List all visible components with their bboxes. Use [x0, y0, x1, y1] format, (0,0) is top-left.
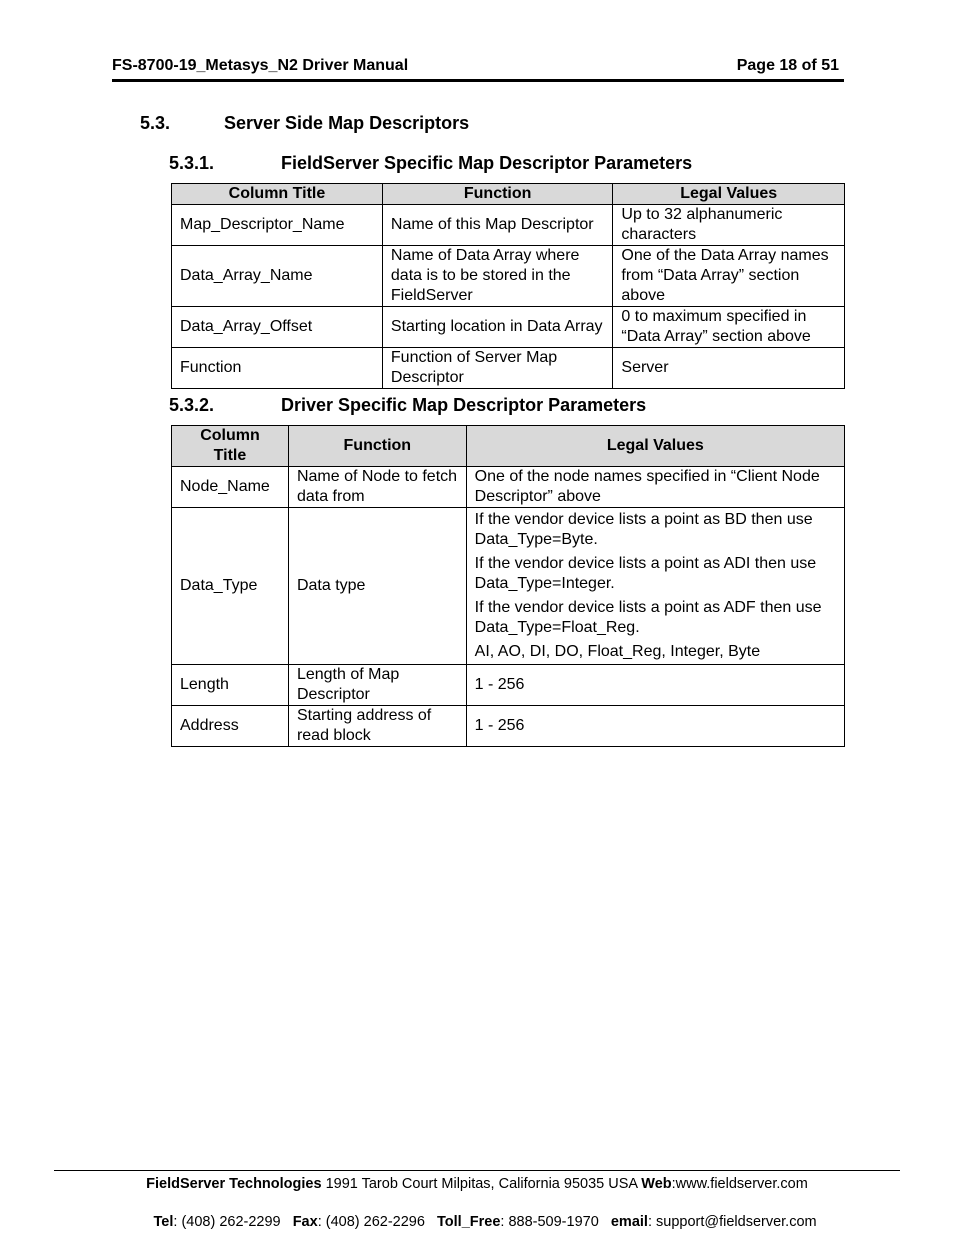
fax-number: : (408) 262-2296 [317, 1214, 438, 1230]
table-cell: Node_Name [172, 467, 289, 508]
column-header: Legal Values [613, 184, 845, 205]
table-row [172, 307, 845, 348]
table-cell: Function of Server Map Descriptor [382, 348, 613, 389]
table-cell: Data type [288, 508, 466, 665]
table-cell: Name of Node to fetch data from [288, 467, 466, 508]
table-row [172, 706, 845, 747]
tel-label: Tel [153, 1214, 174, 1230]
column-header: Function [382, 184, 613, 205]
table-cell: Length [172, 665, 289, 706]
table-cell: Starting address of read block [288, 706, 466, 747]
table-row [172, 665, 845, 706]
company-name: FieldServer Technologies [146, 1176, 322, 1192]
table-cell: Data_Type [172, 508, 289, 665]
table-row [172, 205, 845, 246]
table-cell [466, 706, 844, 747]
table-cell: Length of Map Descriptor [288, 665, 466, 706]
table-cell: Data_Array_Name [172, 246, 383, 307]
company-address: 1991 Tarob Court Milpitas, California 95035 USA [321, 1176, 642, 1192]
subsection-heading-1 [169, 153, 809, 175]
table-row [172, 508, 845, 665]
section-number: 5.3. [140, 113, 171, 133]
table-header-row [172, 426, 845, 467]
table-cell [466, 467, 844, 508]
tel-number: : (408) 262-2299 [173, 1214, 293, 1230]
subsection-heading-2 [169, 395, 809, 417]
fax-label: Fax [292, 1214, 318, 1230]
table-cell [466, 508, 844, 665]
page-number: Page 18 of 51 [736, 57, 839, 74]
toll-free-number: : 888-509-1970 [500, 1214, 611, 1230]
column-header: Function [288, 426, 466, 467]
cell-text: If the vendor device lists a point as ADI then use Data_Type=Integer. [474, 555, 817, 592]
cell-text: One of the node names specified in “Client Node Descriptor” above [474, 468, 820, 505]
table-cell: Server [613, 348, 845, 389]
table-cell: Up to 32 alphanumeric characters [613, 205, 845, 246]
page-footer [54, 1170, 900, 1251]
table-cell: Address [172, 706, 289, 747]
table-row [172, 348, 845, 389]
table-cell: Name of this Map Descriptor [382, 205, 613, 246]
subsection-title: Driver Specific Map Descriptor Parameters [281, 395, 647, 415]
table-cell: Name of Data Array where data is to be stored in the FieldServer [382, 246, 613, 307]
subsection-number: 5.3.1. [169, 153, 215, 173]
cell-text: AI, AO, DI, DO, Float_Reg, Integer, Byte [474, 643, 761, 660]
table-row [172, 246, 845, 307]
driver-parameters-table [171, 425, 845, 747]
cell-text: If the vendor device lists a point as BD then use Data_Type=Byte. [474, 511, 813, 548]
page-header [112, 57, 844, 82]
web-label: Web [641, 1176, 672, 1192]
cell-text: 1 - 256 [474, 717, 525, 734]
toll-free-label: Toll_Free [437, 1214, 501, 1230]
section-title: Server Side Map Descriptors [224, 113, 470, 133]
table-cell: 0 to maximum specified in “Data Array” section above [613, 307, 845, 348]
subsection-title: FieldServer Specific Map Descriptor Parameters [281, 153, 693, 173]
table-cell: Starting location in Data Array [382, 307, 613, 348]
section-heading [140, 113, 640, 135]
cell-text: 1 - 256 [474, 676, 525, 693]
document-title: FS-8700-19_Metasys_N2 Driver Manual [112, 57, 409, 74]
table-cell: Data_Array_Offset [172, 307, 383, 348]
column-header: Legal Values [466, 426, 844, 467]
subsection-number: 5.3.2. [169, 395, 215, 415]
fieldserver-parameters-table [171, 183, 845, 389]
column-header: Column Title [172, 184, 383, 205]
table-cell: Function [172, 348, 383, 389]
footer-line-1 [54, 1175, 900, 1194]
email-label: email [610, 1214, 648, 1230]
email-address: : support@fieldserver.com [647, 1214, 817, 1230]
table-cell: One of the Data Array names from “Data Array” section above [613, 246, 845, 307]
web-address: :www.fieldserver.com [671, 1176, 808, 1192]
table-cell [466, 665, 844, 706]
table-cell: Map_Descriptor_Name [172, 205, 383, 246]
footer-line-2 [54, 1194, 900, 1251]
cell-text: If the vendor device lists a point as ADF then use Data_Type=Float_Reg. [474, 599, 822, 636]
column-header: Column Title [172, 426, 289, 467]
table-row [172, 467, 845, 508]
table-header-row [172, 184, 845, 205]
